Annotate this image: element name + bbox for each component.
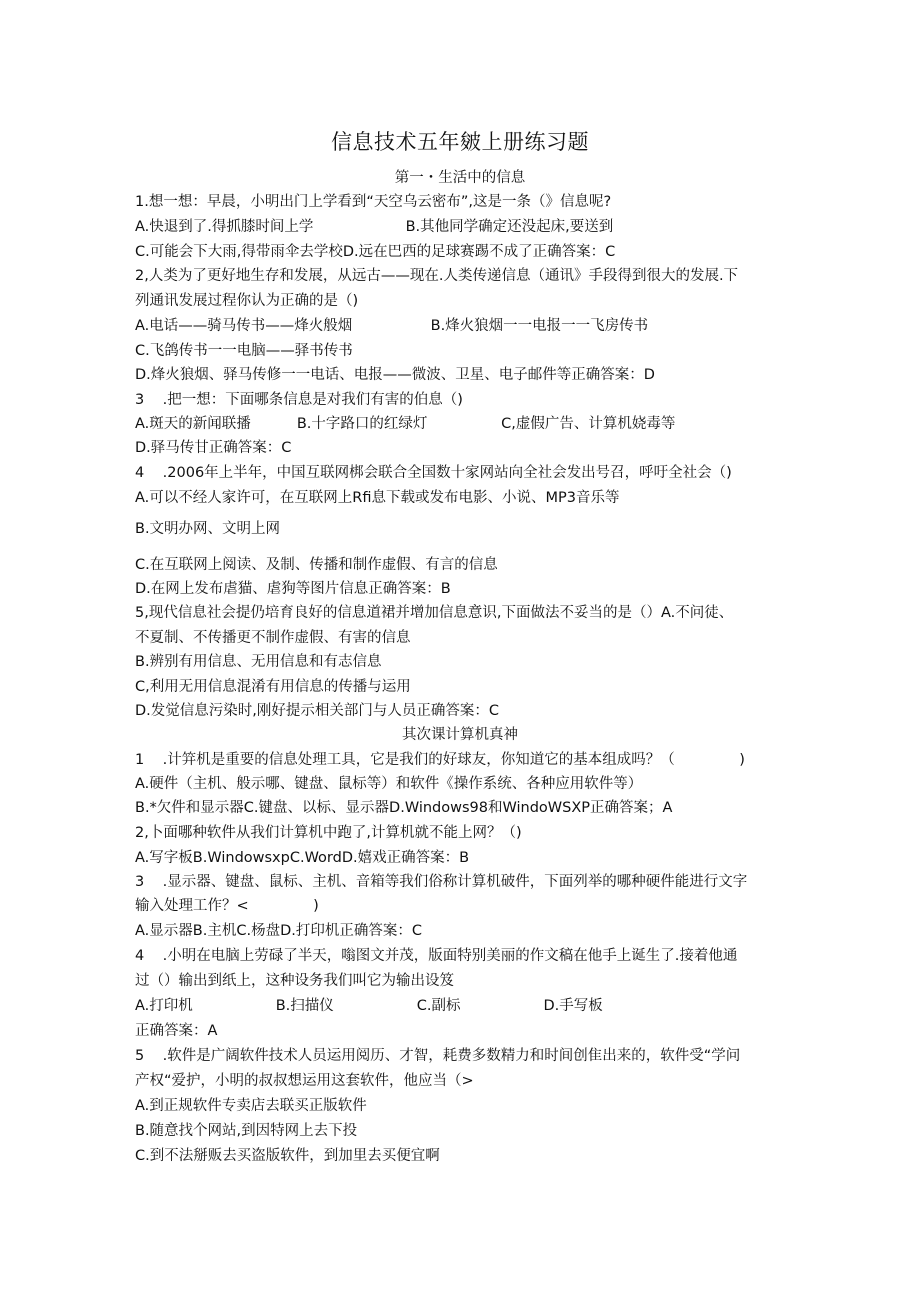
option-line: A.显示器B.主机C.杨盘D.打印机正确答案：C	[135, 923, 422, 939]
option-line: B.文明办网、文明上网	[135, 521, 281, 537]
document-title: 信息技术五年皴上册练习题	[331, 130, 589, 154]
question-line: 3 .显示器、键盘、鼠标、主机、音箱等我们俗称计算机破件，下面列举的哪种硬件能进行文字	[135, 874, 748, 890]
option-line: A.可以不经人家许可，在互联网上Rfi息下载或发布电影、小说、MP3音乐等	[135, 490, 620, 506]
option-line: A.斑天的新闻联播 B.十字路口的红绿灯 C,虚假广告、计算机娆毒等	[135, 416, 676, 432]
answer-line: 正确答案：A	[135, 1023, 218, 1039]
question-line: 输入处理工作？< )	[135, 898, 319, 914]
question-line: 2,卜面哪种软件从我们计算机中跑了,计算机就不能上网？（)	[135, 825, 522, 841]
question-line: 3 .把一想：下面哪条信息是对我们有害的伯息（)	[135, 392, 463, 408]
option-line: D.发觉信息污染时,刚好提示相关部门与人员正确答案：C	[135, 703, 500, 719]
option-line: B.辨别有用信息、无用信息和有志信息	[135, 654, 382, 670]
question-line: 1 .计笄机是重要的信息处理工具，它是我们的好球友，你知道它的基本组成吗？（ )	[135, 752, 745, 768]
option-line: D.驿马传甘正确答案：C	[135, 440, 292, 456]
option-line: D.烽火狼烟、驿马传修一一电话、电报——微波、卫星、电子邮件等正确答案：D	[135, 367, 655, 383]
option-line: A.硬件（主机、般示哪、键盘、鼠标等）和软件《操作系统、各种应用软件等）	[135, 776, 643, 792]
question-line: 5 .软件是广阔软件技术人员运用阅历、才智，耗费多数精力和时间创隹出来的，软件受“学问	[135, 1048, 741, 1064]
option-line: C.可能会下大雨,得带雨伞去学校D.远在巴西的足球赛踢不成了正确答案：C	[135, 244, 616, 260]
option-line: A.写字板B.WindowsxpC.WordD.嬉戏正确答案：B	[135, 850, 470, 866]
question-line: 1.想一想：早晨，小明出门上学看到“天空乌云密布”,这是一条（》信息呢?	[135, 194, 612, 210]
section-heading: 其次课计算机真神	[402, 727, 518, 743]
option-line: D.在网上发布虐猫、虐狗等图片信息正确答案：B	[135, 581, 451, 597]
option-line: B.*欠件和显示器C.键盘、以标、显示器D.Windows98和WindoWSXP正确答案；A	[135, 800, 673, 816]
question-line: 5,现代信息社会提仍培育良好的信息道裙并增加信息意识,下面做法不妥当的是（）A.不问徒、	[135, 605, 734, 621]
option-line: A.电话——骑马传书——烽火般烟 B.烽火狼烟一一电报一一飞房传书	[135, 318, 649, 334]
option-line: A.打印机 B.扫描仪 C.副标 D.手写板	[135, 998, 603, 1014]
option-line: A.快退到了.得抓膝时间上学 B.其他同学确定还没起床,要送到	[135, 219, 614, 235]
question-line: 列通讯发展过程你认为正确的是（)	[135, 293, 359, 309]
section-heading: 第一・生活中的信息	[394, 170, 526, 186]
question-line: 过（）输出到纸上，这种设务我们叫它为输出设笈	[135, 973, 454, 989]
option-line: C.飞鸽传书一一电脑——驿书传书	[135, 343, 353, 359]
option-line: 不夏制、不传播更不制作虚假、有害的信息	[135, 630, 411, 646]
question-line: 4 .2006年上半年，中国互联网梆会联合全国数十家网站向全社会发出号召，呼吁全社会（)	[135, 465, 732, 481]
question-line: 4 .小明在电脑上劳碌了半天，嗡图文并茂，版面特别美丽的作文稿在他手上诞生了.接着他通	[135, 948, 738, 964]
option-line: C,利用无用信息混淆有用信息的传播与运用	[135, 679, 411, 695]
option-line: C.在互联网上阅读、及制、传播和制作虚假、有言的信息	[135, 557, 498, 573]
option-line: B.随意找个网站,到因特网上去下投	[135, 1123, 358, 1139]
question-line: 产权“爱护，小明的叔叔想运用这套软件，他应当（>	[135, 1073, 474, 1089]
question-line: 2,人类为了更好地生存和发展，从远古——现在.人类传递信息（通讯》手段得到很大的发展.下	[135, 268, 739, 284]
option-line: C.到不法掰贩去买盗版软件，到加里去买便宜啊	[135, 1148, 440, 1164]
option-line: A.到正规软件专卖店去联买正版软件	[135, 1098, 367, 1114]
